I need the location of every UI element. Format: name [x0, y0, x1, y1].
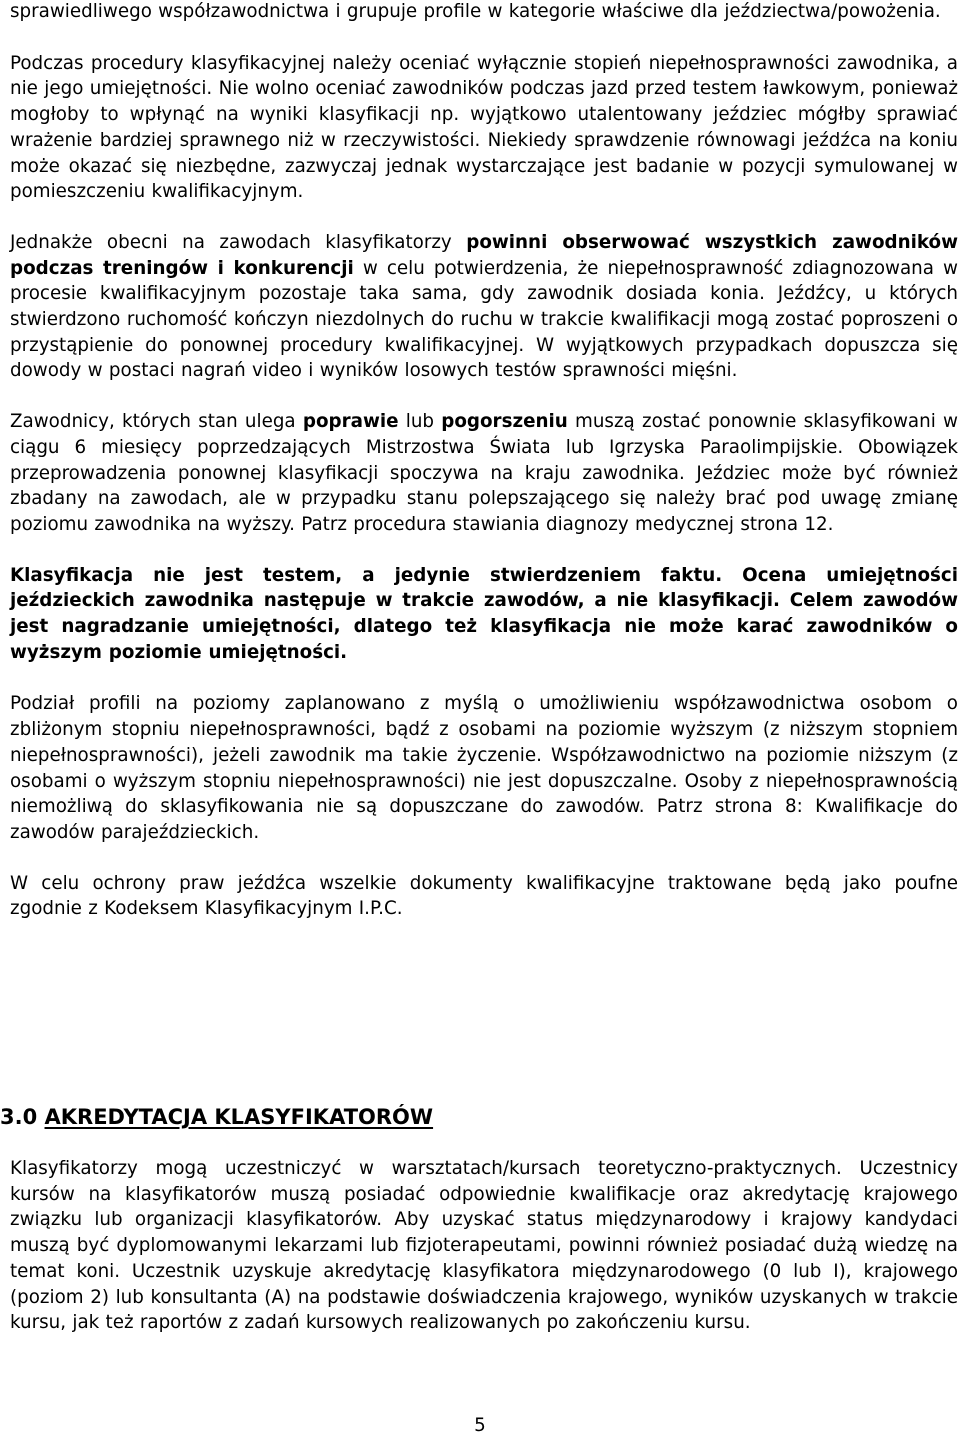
paragraph-7: W celu ochrony praw jeźdźca wszelkie dokumenty kwalifikacyjne traktowane będą jako poufne zgodnie z Kodeksem Klasyfikacyjnym I.P.C.	[10, 872, 958, 920]
paragraph-8: Klasyfikatorzy mogą uczestniczyć w warsztatach/kursach teoretyczno-praktycznych. Uczestnicy kursów na klasyfikatorów muszą posiadać odpowiednie kwalifikacje oraz akredytację krajowego związku lub organizacji klasyfikatorów. Aby uzyskać status międzynarodowy i krajowy kandydaci muszą być dyplomowanymi lekarzami lub fizjoterapeutami, powinni również posiadać dużą wiedzę na temat koni. Uczestnik uzyskuje akredytację klasyfikatora międzynarodowego (0 lub I), krajowego (poziom 2) lub konsultanta (A) na podstawie doświadczenia krajowego, wyników uzyskanych w trakcie kursu, jak też raportów z zadań kursowych realizowanych po zakończeniu kursu.	[10, 1158, 958, 1334]
paragraph-4	[10, 409, 958, 538]
section-heading	[0, 1103, 433, 1131]
paragraph-5-text: Klasyfikacja nie jest testem, a jedynie stwierdzeniem faktu. Ocena umiejętności jeździeckich zawodnika następuje w trakcie zawodów, a nie klasyfikacji. Celem zawodów jest nagradzanie umiejętności, dlatego też klasyfikacja nie może karać zawodników o wyższym poziomie umiejętności.	[10, 564, 958, 663]
paragraph-3-text-c: w celu potwierdzenia, że niepełnosprawność zdiagnozowana w procesie kwalifikacyjnym pozostaje taka sama, gdy zawodnik dosiada konia. Jeźdźcy, u których stwierdzono ruchomość kończyn niezdolnych do ruchu w trakcie kwalifikacji mogą zostać poproszeni o przystąpienie do ponownej procedury kwalifikacyjnej. W wyjątkowych przypadkach dopuszcza się dowody w postaci nagrań video i wyników losowych testów sprawności mięśni.	[10, 257, 958, 382]
paragraph-4-bold-improvement: poprawie	[302, 411, 399, 433]
paragraph-3-text-a: Jednakże obecni na zawodach klasyfikatorzy	[10, 231, 467, 253]
paragraph-2: Podczas procedury klasyfikacyjnej należy oceniać wyłącznie stopień niepełnosprawności zawodnika, a nie jego umiejętności. Nie wolno oceniać zawodników podczas jazd przed testem ławkowym, ponieważ mogłoby to wpłynąć na wyniki klasyfikacji np. wyjątkowo utalentowany jeździec mógłby sprawiać wrażenie bardziej sprawnego niż w rzeczywistości. Niekiedy sprawdzenie równowagi jeźdźca na koniu może okazać się niezbędne, zazwyczaj jednak wystarczające jest badanie w pozycji symulowanej w pomieszczeniu kwalifikacyjnym.	[10, 52, 958, 203]
paragraph-1: sprawiedliwego współzawodnictwa i grupuje profile w kategorie właściwe dla jeździectwa/powożenia.	[10, 1, 941, 22]
paragraph-5-bold	[10, 563, 958, 666]
paragraph-4-bold-deterioration: pogorszeniu	[441, 411, 568, 433]
paragraph-4-text-c: lub	[398, 411, 442, 433]
section-title: AKREDYTACJA KLASYFIKATORÓW	[44, 1105, 434, 1129]
paragraph-3	[10, 230, 958, 384]
section-number: 3.0	[0, 1105, 38, 1129]
paragraph-4-text-e: muszą zostać ponownie sklasyfikowani w ciągu 6 miesięcy poprzedzających Mistrzostwa Świata lub Igrzyska Paraolimpijskie. Obowiązek przeprowadzenia ponownej klasyfikacji spoczywa na kraju zawodnika. Jeździec może być również zbadany na zawodach, ale w przypadku stanu polepszającego się należy brać pod uwagę zmianę poziomu zawodnika na wyższy. Patrz procedura stawiania diagnozy medycznej strona 12.	[10, 411, 958, 535]
document-page	[10, 0, 958, 922]
page-number: 5	[474, 1415, 486, 1436]
paragraph-3-bold: powinni obserwować wszystkich zawodników podczas treningów i konkurencji	[10, 231, 958, 279]
paragraph-4-text-a: Zawodnicy, których stan ulega	[10, 411, 303, 433]
paragraph-6: Podział profili na poziomy zaplanowano z myślą o umożliwieniu współzawodnictwa osobom o zbliżonym stopniu niepełnosprawności, bądź z osobami na poziomie wyższym (z niższym stopniem niepełnosprawności), jeżeli zawodnik ma takie życzenie. Współzawodnictwo na poziomie niższym (z osobami o wyższym stopniu niepełnosprawności) nie jest dopuszczalne. Osoby z niepełnosprawnością niemożliwą do sklasyfikowania nie są dopuszczane do zawodów. Patrz strona 8: Kwalifikacje do zawodów parajeździeckich.	[10, 693, 958, 843]
